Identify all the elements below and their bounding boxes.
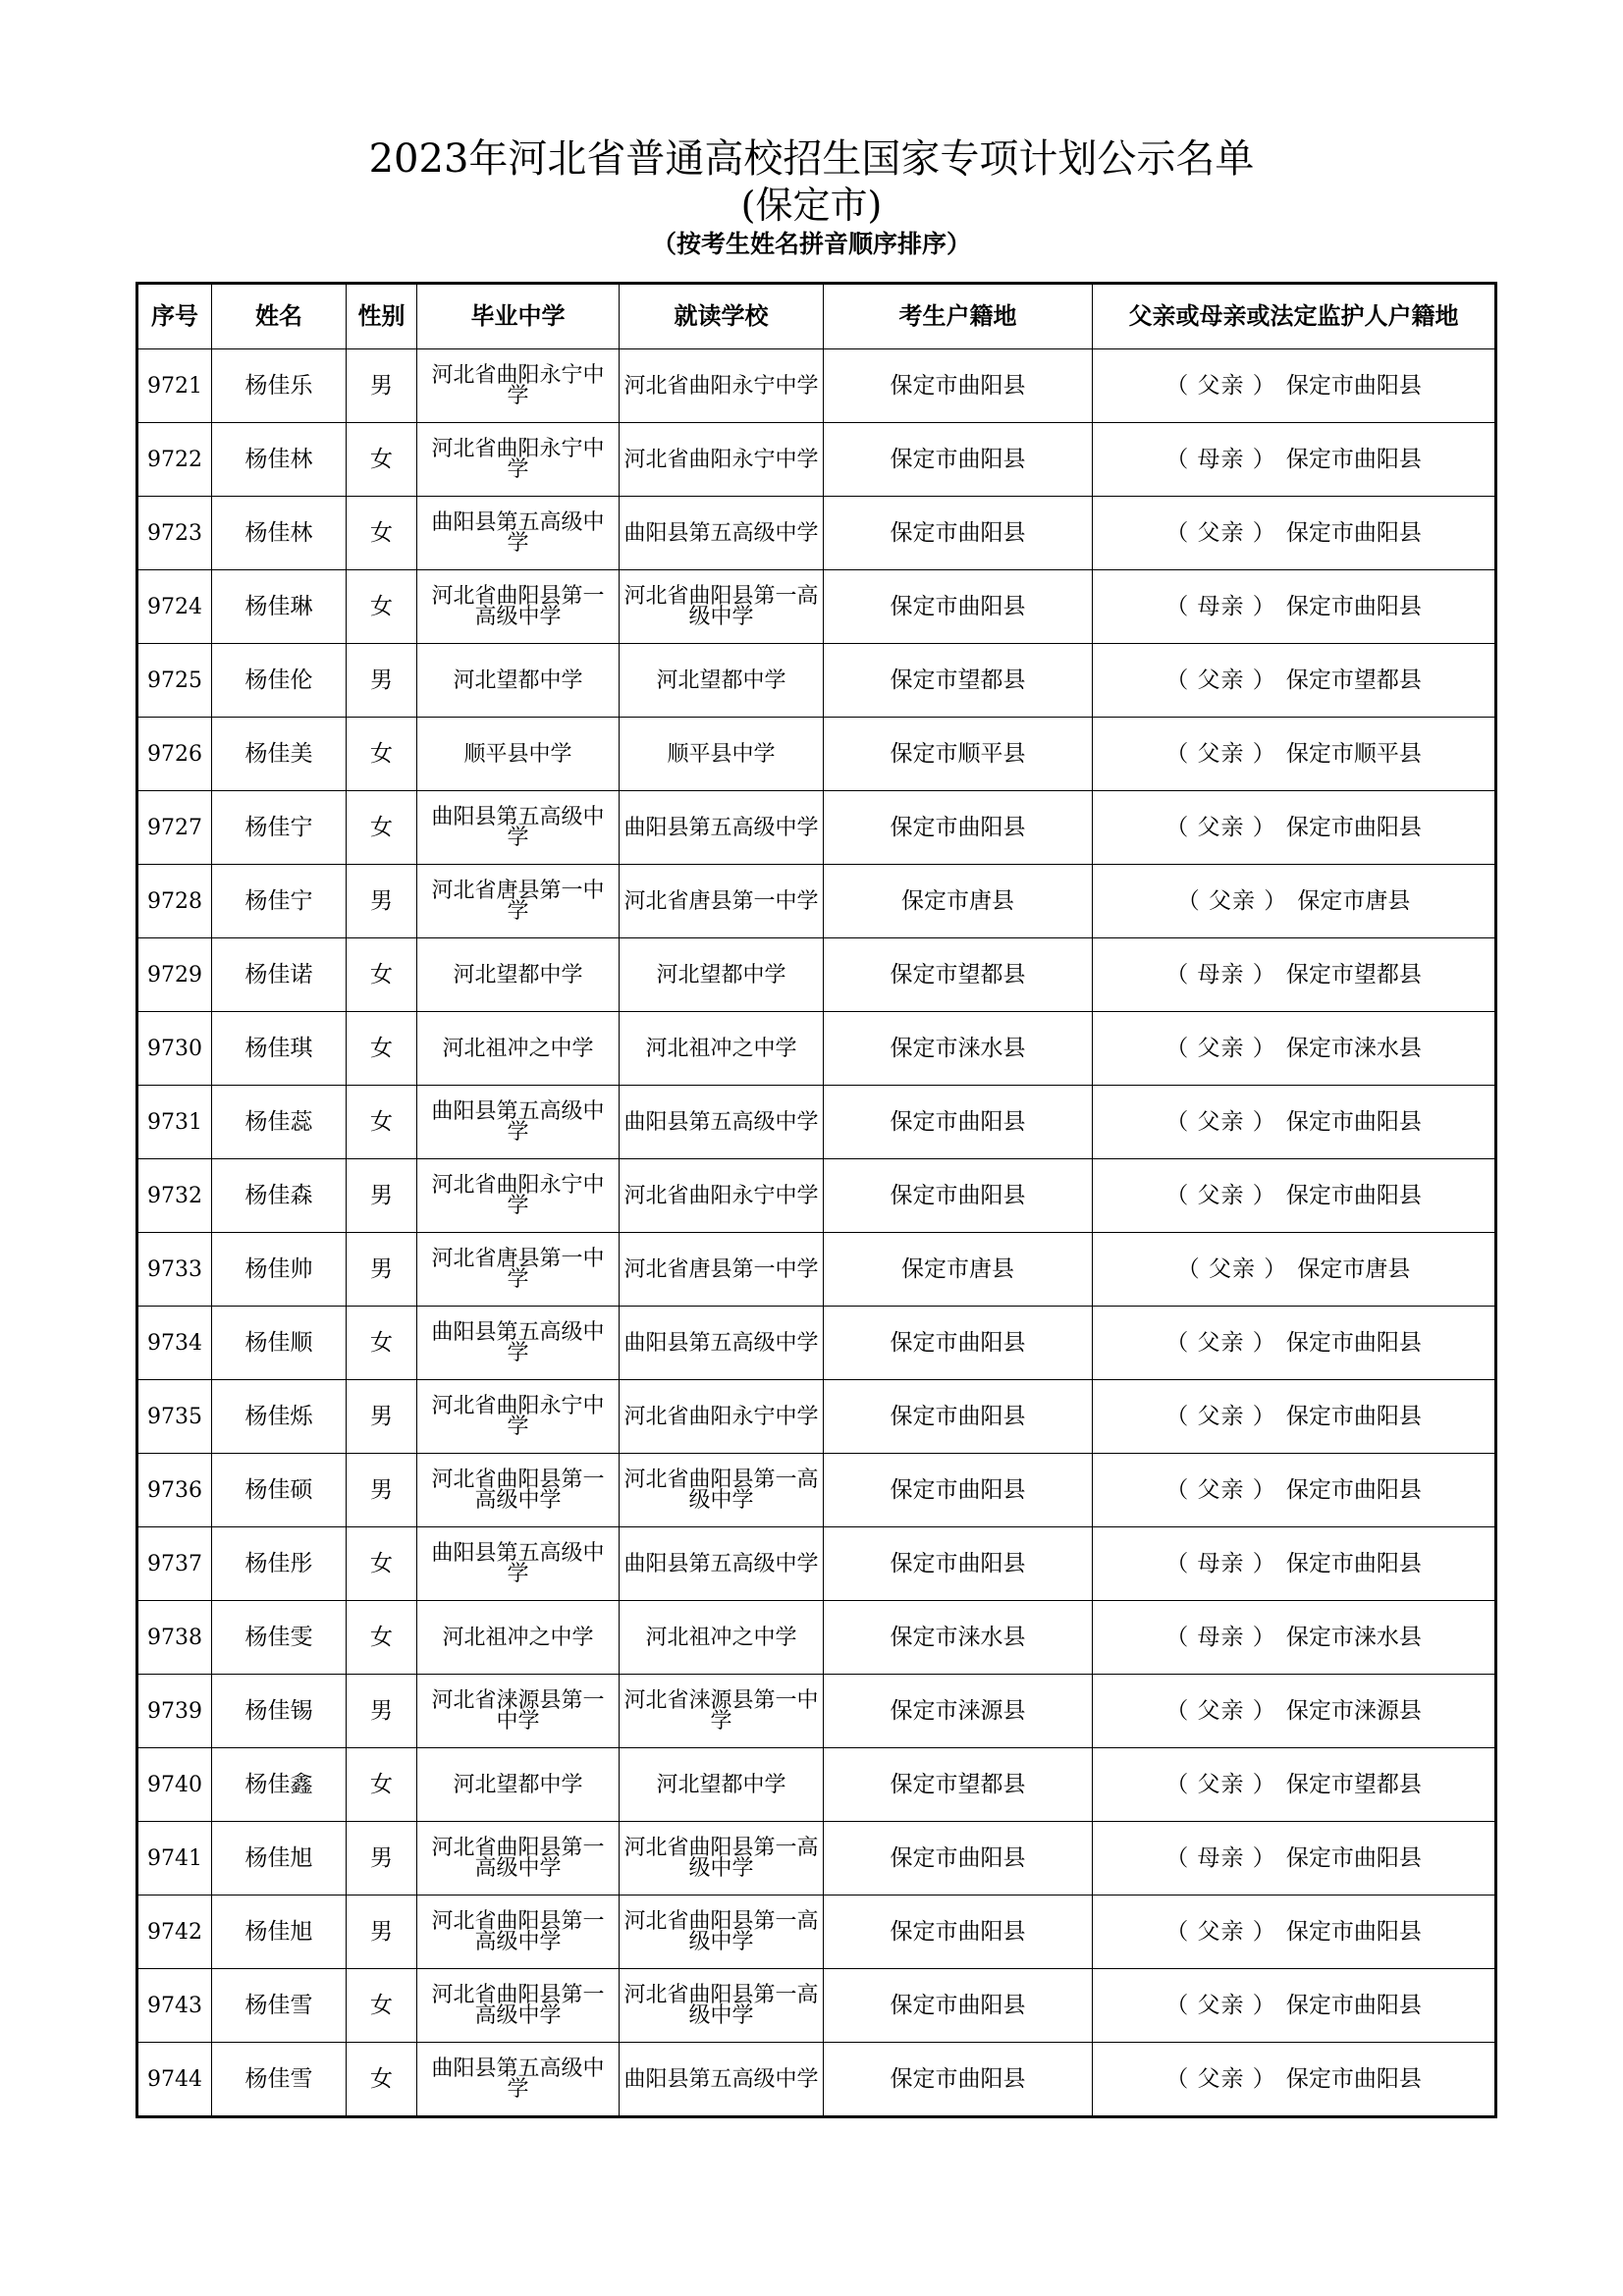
cell-guardian — [1093, 1601, 1496, 1675]
column-header-seq: 序号 — [137, 284, 212, 349]
cell-gender: 女 — [347, 791, 417, 865]
cell-residence: 保定市曲阳县 — [824, 1086, 1093, 1159]
cell-residence: 保定市涞源县 — [824, 1675, 1093, 1748]
cell-grad-school: 河北省曲阳县第一高级中学 — [417, 1822, 620, 1896]
cell-gender: 男 — [347, 1896, 417, 1969]
cell-current-school: 河北省曲阳永宁中学 — [620, 423, 824, 497]
cell-grad-school: 河北省曲阳县第一高级中学 — [417, 1896, 620, 1969]
table-row — [137, 791, 1496, 865]
cell-gender: 女 — [347, 570, 417, 644]
cell-gender: 女 — [347, 938, 417, 1012]
guardian-residence: 保定市曲阳县 — [1285, 1992, 1422, 2018]
table-row — [137, 938, 1496, 1012]
cell-current-school: 曲阳县第五高级中学 — [620, 497, 824, 570]
cell-name: 杨佳旭 — [212, 1822, 347, 1896]
cell-name: 杨佳雯 — [212, 1601, 347, 1675]
cell-guardian — [1093, 1969, 1496, 2043]
cell-name: 杨佳雪 — [212, 1969, 347, 2043]
cell-seq: 9733 — [137, 1233, 212, 1307]
table-row — [137, 570, 1496, 644]
cell-guardian — [1093, 644, 1496, 718]
document-subtitle: (保定市) — [740, 184, 883, 227]
cell-gender: 女 — [347, 2043, 417, 2117]
guardian-relation: （ 父亲 ） — [1165, 1403, 1276, 1429]
guardian-residence: 保定市望都县 — [1285, 1771, 1422, 1797]
cell-residence: 保定市曲阳县 — [824, 1159, 1093, 1233]
cell-current-school: 河北省曲阳县第一高级中学 — [620, 570, 824, 644]
guardian-residence: 保定市涞水县 — [1285, 1035, 1422, 1061]
cell-guardian — [1093, 1159, 1496, 1233]
table-row — [137, 1822, 1496, 1896]
cell-name: 杨佳琪 — [212, 1012, 347, 1086]
cell-residence: 保定市顺平县 — [824, 718, 1093, 791]
cell-guardian — [1093, 2043, 1496, 2117]
cell-seq: 9728 — [137, 865, 212, 938]
table-row — [137, 1748, 1496, 1822]
guardian-relation: （ 母亲 ） — [1165, 446, 1276, 472]
cell-grad-school: 河北省曲阳永宁中学 — [417, 1380, 620, 1454]
cell-seq: 9726 — [137, 718, 212, 791]
cell-seq: 9727 — [137, 791, 212, 865]
cell-current-school: 河北省曲阳永宁中学 — [620, 349, 824, 423]
guardian-relation: （ 母亲 ） — [1165, 1624, 1276, 1650]
cell-name: 杨佳锡 — [212, 1675, 347, 1748]
cell-seq: 9739 — [137, 1675, 212, 1748]
cell-name: 杨佳宁 — [212, 791, 347, 865]
column-header-gender: 性别 — [347, 284, 417, 349]
cell-grad-school: 河北省唐县第一中学 — [417, 865, 620, 938]
cell-name: 杨佳林 — [212, 423, 347, 497]
roster-table — [135, 282, 1497, 2118]
table-row — [137, 1601, 1496, 1675]
cell-gender: 男 — [347, 349, 417, 423]
cell-name: 杨佳顺 — [212, 1307, 347, 1380]
guardian-relation: （ 母亲 ） — [1165, 1550, 1276, 1576]
cell-residence: 保定市曲阳县 — [824, 1380, 1093, 1454]
cell-grad-school: 曲阳县第五高级中学 — [417, 1527, 620, 1601]
cell-residence: 保定市望都县 — [824, 938, 1093, 1012]
cell-seq: 9730 — [137, 1012, 212, 1086]
column-header-current-school: 就读学校 — [620, 284, 824, 349]
table-row — [137, 349, 1496, 423]
cell-residence: 保定市涞水县 — [824, 1012, 1093, 1086]
cell-name: 杨佳鑫 — [212, 1748, 347, 1822]
cell-grad-school: 河北省曲阳永宁中学 — [417, 1159, 620, 1233]
cell-seq: 9729 — [137, 938, 212, 1012]
guardian-residence: 保定市曲阳县 — [1285, 814, 1422, 840]
cell-current-school: 曲阳县第五高级中学 — [620, 1527, 824, 1601]
cell-seq: 9736 — [137, 1454, 212, 1527]
cell-gender: 女 — [347, 1748, 417, 1822]
cell-residence: 保定市曲阳县 — [824, 1527, 1093, 1601]
cell-gender: 男 — [347, 1822, 417, 1896]
table-row — [137, 1086, 1496, 1159]
cell-current-school: 河北省曲阳县第一高级中学 — [620, 1822, 824, 1896]
guardian-residence: 保定市涞水县 — [1285, 1624, 1422, 1650]
cell-residence: 保定市曲阳县 — [824, 570, 1093, 644]
cell-gender: 女 — [347, 718, 417, 791]
cell-current-school: 曲阳县第五高级中学 — [620, 1307, 824, 1380]
cell-residence: 保定市曲阳县 — [824, 1896, 1093, 1969]
guardian-residence: 保定市曲阳县 — [1285, 1476, 1422, 1503]
cell-residence: 保定市曲阳县 — [824, 791, 1093, 865]
cell-gender: 男 — [347, 1675, 417, 1748]
cell-guardian — [1093, 1380, 1496, 1454]
document-title: 2023年河北省普通高校招生国家专项计划公示名单 — [368, 136, 1255, 182]
cell-seq: 9722 — [137, 423, 212, 497]
cell-current-school: 河北祖冲之中学 — [620, 1601, 824, 1675]
cell-grad-school: 河北省涞源县第一中学 — [417, 1675, 620, 1748]
cell-residence: 保定市曲阳县 — [824, 2043, 1093, 2117]
cell-guardian — [1093, 1012, 1496, 1086]
guardian-relation: （ 父亲 ） — [1165, 1108, 1276, 1135]
cell-current-school: 曲阳县第五高级中学 — [620, 2043, 824, 2117]
cell-guardian — [1093, 1086, 1496, 1159]
guardian-relation: （ 父亲 ） — [1165, 667, 1276, 693]
cell-name: 杨佳雪 — [212, 2043, 347, 2117]
guardian-residence: 保定市曲阳县 — [1285, 1329, 1422, 1356]
cell-gender: 女 — [347, 1527, 417, 1601]
cell-gender: 男 — [347, 1233, 417, 1307]
guardian-residence: 保定市曲阳县 — [1285, 519, 1422, 546]
cell-name: 杨佳旭 — [212, 1896, 347, 1969]
guardian-residence: 保定市望都县 — [1285, 667, 1422, 693]
cell-guardian — [1093, 1675, 1496, 1748]
cell-grad-school: 河北省曲阳永宁中学 — [417, 423, 620, 497]
guardian-residence: 保定市曲阳县 — [1285, 1550, 1422, 1576]
cell-seq: 9731 — [137, 1086, 212, 1159]
cell-guardian — [1093, 1748, 1496, 1822]
guardian-residence: 保定市唐县 — [1297, 1255, 1411, 1282]
guardian-relation: （ 父亲 ） — [1165, 1035, 1276, 1061]
cell-guardian — [1093, 1233, 1496, 1307]
guardian-relation: （ 父亲 ） — [1165, 1992, 1276, 2018]
table-row — [137, 1454, 1496, 1527]
cell-residence: 保定市曲阳县 — [824, 1822, 1093, 1896]
cell-gender: 男 — [347, 1380, 417, 1454]
cell-name: 杨佳硕 — [212, 1454, 347, 1527]
guardian-residence: 保定市望都县 — [1285, 961, 1422, 988]
cell-gender: 女 — [347, 1307, 417, 1380]
table-row — [137, 2043, 1496, 2117]
cell-seq: 9744 — [137, 2043, 212, 2117]
guardian-relation: （ 父亲 ） — [1176, 887, 1288, 914]
guardian-residence: 保定市曲阳县 — [1285, 446, 1422, 472]
cell-name: 杨佳伦 — [212, 644, 347, 718]
cell-seq: 9723 — [137, 497, 212, 570]
cell-seq: 9743 — [137, 1969, 212, 2043]
guardian-relation: （ 父亲 ） — [1165, 519, 1276, 546]
cell-seq: 9740 — [137, 1748, 212, 1822]
cell-name: 杨佳诺 — [212, 938, 347, 1012]
table-row — [137, 1233, 1496, 1307]
cell-seq: 9732 — [137, 1159, 212, 1233]
guardian-residence: 保定市曲阳县 — [1285, 1182, 1422, 1208]
cell-gender: 男 — [347, 865, 417, 938]
guardian-residence: 保定市曲阳县 — [1285, 2065, 1422, 2092]
guardian-residence: 保定市涞源县 — [1285, 1697, 1422, 1724]
cell-grad-school: 河北望都中学 — [417, 644, 620, 718]
cell-grad-school: 河北祖冲之中学 — [417, 1012, 620, 1086]
table-row — [137, 1307, 1496, 1380]
roster-body — [137, 349, 1496, 2117]
cell-name: 杨佳彤 — [212, 1527, 347, 1601]
table-row — [137, 865, 1496, 938]
cell-name: 杨佳森 — [212, 1159, 347, 1233]
table-row — [137, 497, 1496, 570]
cell-residence: 保定市唐县 — [824, 865, 1093, 938]
cell-gender: 男 — [347, 1454, 417, 1527]
table-row — [137, 1675, 1496, 1748]
cell-grad-school: 河北望都中学 — [417, 1748, 620, 1822]
guardian-relation: （ 父亲 ） — [1165, 2065, 1276, 2092]
cell-seq: 9724 — [137, 570, 212, 644]
cell-gender: 女 — [347, 1601, 417, 1675]
guardian-relation: （ 父亲 ） — [1165, 740, 1276, 767]
cell-residence: 保定市唐县 — [824, 1233, 1093, 1307]
cell-residence: 保定市望都县 — [824, 644, 1093, 718]
cell-grad-school: 河北省曲阳县第一高级中学 — [417, 570, 620, 644]
cell-gender: 女 — [347, 1086, 417, 1159]
guardian-relation: （ 母亲 ） — [1165, 1844, 1276, 1871]
cell-residence: 保定市曲阳县 — [824, 349, 1093, 423]
cell-guardian — [1093, 718, 1496, 791]
cell-guardian — [1093, 349, 1496, 423]
cell-seq: 9725 — [137, 644, 212, 718]
cell-grad-school: 河北省曲阳永宁中学 — [417, 349, 620, 423]
cell-grad-school: 曲阳县第五高级中学 — [417, 1086, 620, 1159]
cell-name: 杨佳琳 — [212, 570, 347, 644]
cell-current-school: 河北省曲阳县第一高级中学 — [620, 1454, 824, 1527]
cell-guardian — [1093, 1454, 1496, 1527]
guardian-residence: 保定市曲阳县 — [1285, 1108, 1422, 1135]
cell-grad-school: 河北省曲阳县第一高级中学 — [417, 1969, 620, 2043]
cell-name: 杨佳帅 — [212, 1233, 347, 1307]
cell-seq: 9721 — [137, 349, 212, 423]
cell-current-school: 河北省涞源县第一中学 — [620, 1675, 824, 1748]
cell-grad-school: 曲阳县第五高级中学 — [417, 1307, 620, 1380]
cell-name: 杨佳美 — [212, 718, 347, 791]
cell-residence: 保定市曲阳县 — [824, 1307, 1093, 1380]
cell-gender: 女 — [347, 1969, 417, 2043]
guardian-residence: 保定市曲阳县 — [1285, 1403, 1422, 1429]
guardian-residence: 保定市曲阳县 — [1285, 593, 1422, 619]
cell-current-school: 河北望都中学 — [620, 938, 824, 1012]
cell-residence: 保定市曲阳县 — [824, 1454, 1093, 1527]
cell-guardian — [1093, 423, 1496, 497]
cell-current-school: 顺平县中学 — [620, 718, 824, 791]
cell-grad-school: 河北省唐县第一中学 — [417, 1233, 620, 1307]
cell-residence: 保定市望都县 — [824, 1748, 1093, 1822]
column-header-residence: 考生户籍地 — [824, 284, 1093, 349]
cell-current-school: 河北省曲阳永宁中学 — [620, 1159, 824, 1233]
cell-seq: 9742 — [137, 1896, 212, 1969]
table-row — [137, 423, 1496, 497]
guardian-residence: 保定市曲阳县 — [1285, 1918, 1422, 1945]
cell-gender: 女 — [347, 1012, 417, 1086]
guardian-residence: 保定市顺平县 — [1285, 740, 1422, 767]
cell-current-school: 河北省曲阳县第一高级中学 — [620, 1969, 824, 2043]
cell-guardian — [1093, 570, 1496, 644]
cell-current-school: 河北望都中学 — [620, 1748, 824, 1822]
table-row — [137, 644, 1496, 718]
cell-current-school: 河北省唐县第一中学 — [620, 865, 824, 938]
table-row — [137, 1012, 1496, 1086]
cell-current-school: 河北省曲阳永宁中学 — [620, 1380, 824, 1454]
cell-seq: 9738 — [137, 1601, 212, 1675]
cell-grad-school: 河北省曲阳县第一高级中学 — [417, 1454, 620, 1527]
guardian-relation: （ 父亲 ） — [1165, 1697, 1276, 1724]
cell-guardian — [1093, 1527, 1496, 1601]
guardian-residence: 保定市曲阳县 — [1285, 372, 1422, 399]
cell-name: 杨佳宁 — [212, 865, 347, 938]
cell-guardian — [1093, 1896, 1496, 1969]
cell-current-school: 河北祖冲之中学 — [620, 1012, 824, 1086]
cell-guardian — [1093, 938, 1496, 1012]
cell-current-school: 河北省曲阳县第一高级中学 — [620, 1896, 824, 1969]
guardian-relation: （ 母亲 ） — [1165, 961, 1276, 988]
table-row — [137, 1969, 1496, 2043]
cell-grad-school: 顺平县中学 — [417, 718, 620, 791]
guardian-residence: 保定市曲阳县 — [1285, 1844, 1422, 1871]
cell-grad-school: 曲阳县第五高级中学 — [417, 791, 620, 865]
table-row — [137, 1896, 1496, 1969]
table-row — [137, 1380, 1496, 1454]
guardian-relation: （ 父亲 ） — [1165, 372, 1276, 399]
column-header-guardian-residence: 父亲或母亲或法定监护人户籍地 — [1093, 284, 1496, 349]
cell-name: 杨佳蕊 — [212, 1086, 347, 1159]
guardian-relation: （ 父亲 ） — [1165, 1329, 1276, 1356]
guardian-relation: （ 父亲 ） — [1165, 1918, 1276, 1945]
cell-seq: 9735 — [137, 1380, 212, 1454]
cell-gender: 女 — [347, 423, 417, 497]
cell-guardian — [1093, 497, 1496, 570]
table-row — [137, 1159, 1496, 1233]
guardian-relation: （ 母亲 ） — [1165, 593, 1276, 619]
cell-current-school: 河北省唐县第一中学 — [620, 1233, 824, 1307]
cell-grad-school: 河北望都中学 — [417, 938, 620, 1012]
cell-grad-school: 河北祖冲之中学 — [417, 1601, 620, 1675]
cell-gender: 男 — [347, 1159, 417, 1233]
cell-gender: 女 — [347, 497, 417, 570]
cell-current-school: 曲阳县第五高级中学 — [620, 791, 824, 865]
table-row — [137, 1527, 1496, 1601]
guardian-relation: （ 父亲 ） — [1165, 1182, 1276, 1208]
cell-name: 杨佳烁 — [212, 1380, 347, 1454]
cell-guardian — [1093, 1822, 1496, 1896]
cell-current-school: 曲阳县第五高级中学 — [620, 1086, 824, 1159]
guardian-relation: （ 父亲 ） — [1165, 1476, 1276, 1503]
cell-residence: 保定市涞水县 — [824, 1601, 1093, 1675]
cell-guardian — [1093, 865, 1496, 938]
cell-guardian — [1093, 791, 1496, 865]
guardian-relation: （ 父亲 ） — [1165, 1771, 1276, 1797]
guardian-relation: （ 父亲 ） — [1165, 814, 1276, 840]
cell-seq: 9741 — [137, 1822, 212, 1896]
header-row — [137, 284, 1496, 349]
guardian-residence: 保定市唐县 — [1297, 887, 1411, 914]
cell-seq: 9737 — [137, 1527, 212, 1601]
column-header-grad-school: 毕业中学 — [417, 284, 620, 349]
cell-residence: 保定市曲阳县 — [824, 1969, 1093, 2043]
cell-seq: 9734 — [137, 1307, 212, 1380]
column-header-name: 姓名 — [212, 284, 347, 349]
table-row — [137, 718, 1496, 791]
cell-name: 杨佳乐 — [212, 349, 347, 423]
cell-guardian — [1093, 1307, 1496, 1380]
cell-gender: 男 — [347, 644, 417, 718]
cell-name: 杨佳林 — [212, 497, 347, 570]
cell-grad-school: 曲阳县第五高级中学 — [417, 2043, 620, 2117]
cell-grad-school: 曲阳县第五高级中学 — [417, 497, 620, 570]
cell-current-school: 河北望都中学 — [620, 644, 824, 718]
cell-residence: 保定市曲阳县 — [824, 423, 1093, 497]
cell-residence: 保定市曲阳县 — [824, 497, 1093, 570]
sort-note: （按考生姓名拼音顺序排序） — [651, 230, 971, 258]
guardian-relation: （ 父亲 ） — [1176, 1255, 1288, 1282]
